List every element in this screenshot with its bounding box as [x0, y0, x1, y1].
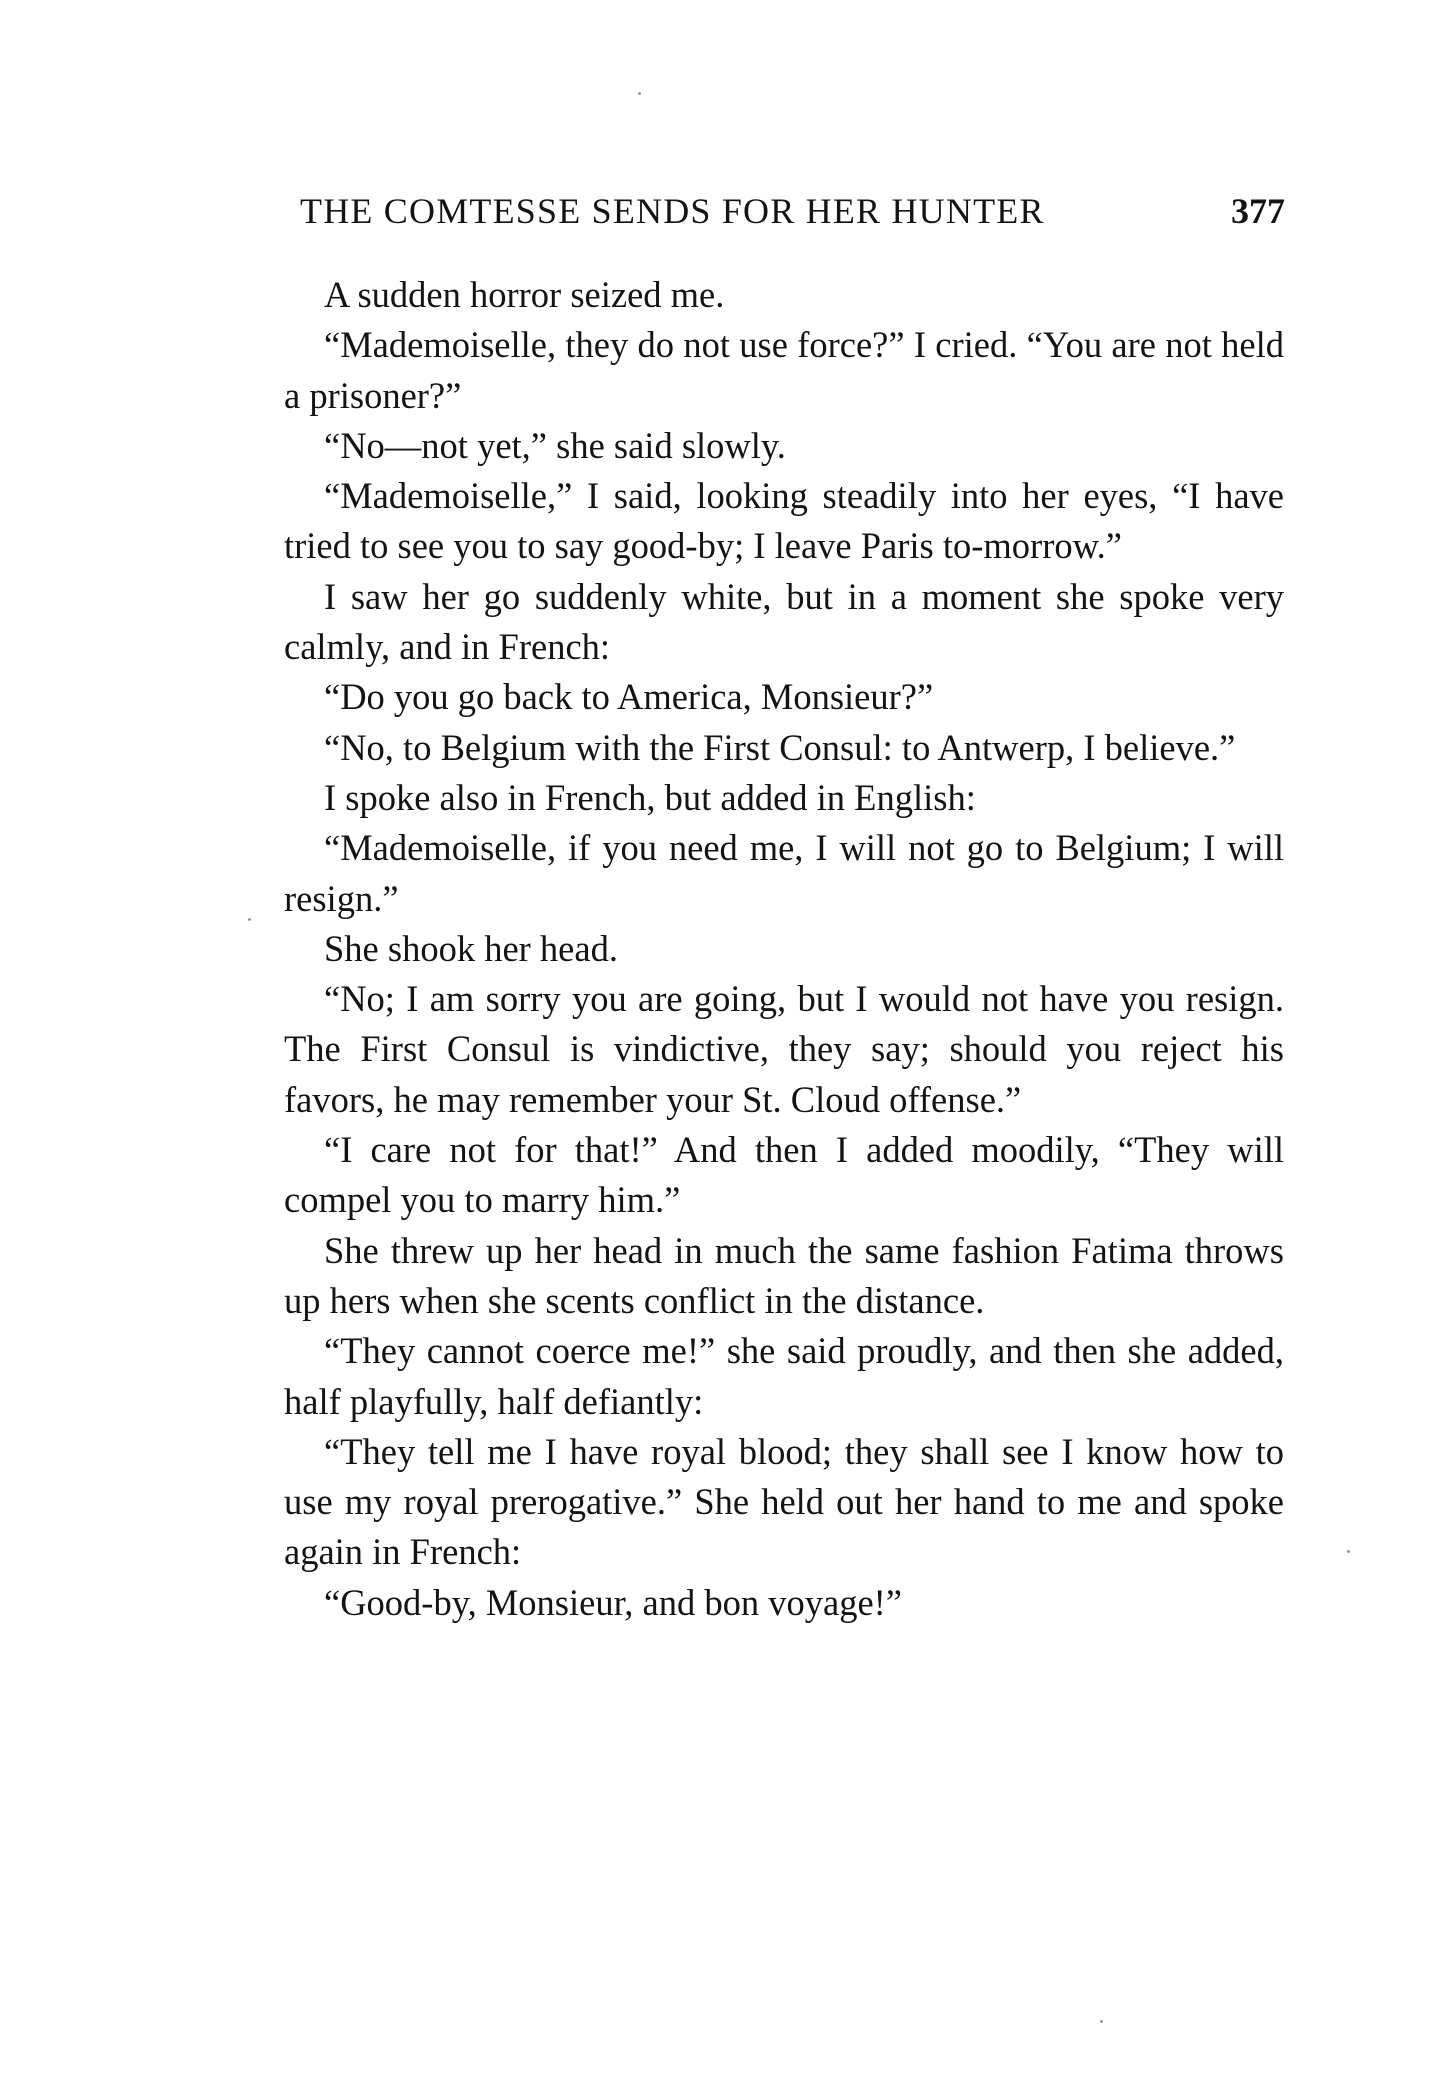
paragraph: “Mademoiselle, if you need me, I will not go to Belgium; I will resign.” — [284, 827, 1284, 919]
paragraph: “I care not for that!” And then I added moodily, “They will compel you to marry him.” — [284, 1129, 1284, 1221]
paragraph: “No, to Belgium with the First Consul: to Antwerp, I believe.” — [324, 726, 1236, 768]
paragraph: “No; I am sorry you are going, but I would not have you resign. The First Consul is vindictive, they say; should you reject his favors, he may remember your St. Cloud offense.” — [284, 978, 1284, 1120]
paragraph: “Mademoiselle,” I said, looking steadily into her eyes, “I have tried to see you to say good-by; I leave Paris to-morrow.” — [284, 475, 1284, 567]
paragraph: “Do you go back to America, Monsieur?” — [324, 676, 934, 718]
paragraph: “They tell me I have royal blood; they shall see I know how to use my royal prerogative.” She held out her hand to me and spoke again in French: — [284, 1430, 1284, 1573]
paragraph: A sudden horror seized me. — [324, 274, 725, 315]
paper-speck — [1347, 1550, 1350, 1553]
paragraph: “Mademoiselle, they do not use force?” I cried. “You are not held a prisoner?” — [284, 324, 1284, 416]
paragraph: I saw her go suddenly white, but in a moment she spoke very calmly, and in French: — [284, 575, 1284, 668]
body-text — [284, 270, 1284, 1628]
running-head: THE COMTESSE SENDS FOR HER HUNTER — [300, 191, 1045, 231]
page-number: 377 — [1231, 191, 1285, 231]
paragraph: “No—not yet,” she said slowly. — [324, 424, 786, 466]
paragraph: I spoke also in French, but added in English: — [324, 776, 976, 818]
paper-speck — [248, 918, 251, 921]
paragraph: She threw up her head in much the same fashion Fatima throws up hers when she scents conflict in the distance. — [284, 1229, 1284, 1321]
paper-speck — [638, 92, 641, 95]
paragraph: “They cannot coerce me!” she said proudly, and then she added, half playfully, half defiantly: — [284, 1330, 1284, 1422]
paper-speck — [1100, 2020, 1103, 2023]
page-header — [300, 190, 1285, 240]
paragraph: “Good-by, Monsieur, and bon voyage!” — [324, 1581, 902, 1623]
paragraph: She shook her head. — [324, 927, 618, 969]
